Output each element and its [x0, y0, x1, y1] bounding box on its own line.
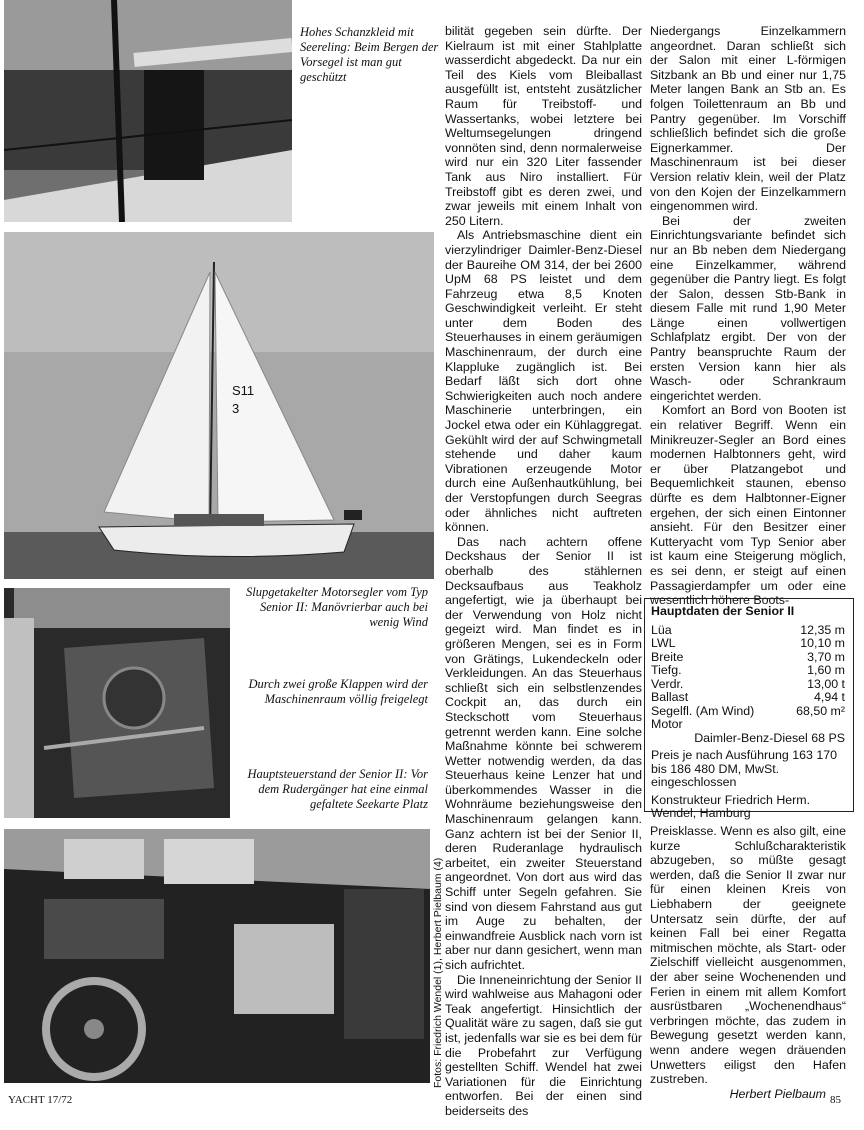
spec-row: Tiefg. 1,60 m: [651, 663, 845, 677]
photo-credit: Fotos: Friedrich Wendel (1), Herbert Pielbaum (4): [432, 857, 444, 1088]
spec-row: Breite 3,70 m: [651, 649, 845, 664]
spec-row: Verdr. 13,00 t: [651, 676, 845, 691]
spec-row: Segelfl. (Am Wind) 68,50 m²: [651, 703, 845, 718]
spec-row: Ballast 4,94 t: [651, 690, 845, 704]
specs-box: [644, 598, 854, 820]
paragraph: Preisklasse. Wenn es also gilt, eine kurze Schlußcharakteristik abzugeben, so müßte gesagt werden, daß die Senior II zwar nur für einen kleinen Kreis von Liebhabern der geeignete Untersatz sein dürfte, der auf keinen Fall bei einer Regatta mitmischen möchte, als Start- oder Zielschiff vielleicht ausgenommen, der aber seine Wochenenden und Ferien in einem mit allem Komfort ausrüstbaren „Wochenendhaus“ verbringen möchte, das zudem in Bewegung gesetzt werden kann, wenn andere wegen dräuenden Unwetters eiligst den Hafen zustreben.: [650, 824, 846, 1087]
article-column-3: [650, 24, 846, 608]
paragraph: Bei der zweiten Einrichtungsvariante befindet sich nur an Bb neben dem Niedergang eine Einzelkammer, während gegenüber die Pantry liegt. Es folgt der Salon, dessen Stb-Bank in diesem Falle mit rund 1,90 Meter Länge einen vollwertigen Schlafplatz ergibt. Der von der Pantry beanspruchte Raum der ersten Version kann hier als Wasch- oder Schrankraum eingerichtet werden.: [650, 213, 846, 403]
paragraph: Die Inneneinrichtung der Senior II wird wahlweise aus Mahagoni oder Teak angefertigt. Hinsichtlich der Qualität wäre zu sagen, daß sie gut ist, jedenfalls war sie es bei dem für die Probefahrt zur Verfügung gestellten Schiff. Wendel hat zwei Variationen für die Einrichtung entworfen. Bei der einen sind beiderseits des: [445, 972, 642, 1118]
caption-helm: Hauptsteuerstand der Senior II: Vor dem Rudergänger hat eine einmal gefaltete Seekarte Platz: [247, 767, 428, 811]
spec-motor-value: Daimler-Benz-Diesel 68 PS: [694, 730, 845, 745]
paragraph: Niedergangs Einzelkammern angeordnet. Daran schließt sich der Salon mit einer L-förmigen Sitzbank an Bb und einer nur 1,75 Meter langen Bank an Stb an. Es folgen Toilettenraum an Bb und Pantry gegenüber. Im Vorschiff schließlich befindet sich die große Eignerkammer. Der Maschinenraum ist bei dieser Version relativ klein, weil der Platz von den Kojen der Einzelkammern eingenommen wird.: [650, 24, 846, 214]
paragraph: Komfort an Bord von Booten ist ein relativer Begriff. Wenn ein Minikreuzer-Segler an Bord eines modernen Halbtonners geht, wird er über Platzangebot und Bequemlichkeit staunen, ebenso dürfte es dem Halbtonner-Eigner ergehen, der sich einen Eintonner ansieht. Für den Besitzer einer Kutteryacht vom Typ Senior aber ist kaum eine Steigerung möglich, es sei denn, er steigt auf einen Passagierdampfer um oder eine wesentlich höhere Boots-: [650, 403, 846, 608]
paragraph: Als Antriebsmaschine dient ein vierzylindriger Daimler-Benz-Diesel der Baureihe OM 314, der bei 2600 UpM 68 PS leistet und dem Fahrzeug etwa 8,5 Knoten Geschwindigkeit verleiht. Er steht unter dem Boden des Steuerhauses in einem geräumigen Maschinenraum, der durch eine Klappluke zugänglich ist. Bei Bedarf läßt sich dort ohne Schwierigkeiten auch noch andere Maschinerie unterbringen, ein Jockel etwa oder ein Kühlaggregat. Gekühlt wird der auf Schwingmetall stehende und daher kaum Vibrationen erzeugende Motor durch eine Außenhautkühlung, bei der Verstopfungen durch Seegras oder ähnliches nicht auftreten können.: [445, 228, 642, 535]
specs-title: Hauptdaten der Senior II: [651, 604, 795, 618]
spec-motor-label: Motor: [651, 717, 683, 731]
photo-sailing-yacht: [4, 232, 434, 579]
photo-bow-rail: [4, 0, 292, 222]
author: Herbert Pielbaum: [729, 1086, 826, 1101]
caption-yacht: Slupgetakelter Motorsegler vom Typ Senior II: Manövrierbar auch bei wenig Wind: [245, 585, 428, 629]
caption-bow-rail: Hohes Schanzkleid mit Seereling: Beim Bergen der Vorsegel ist man gut geschützt: [300, 25, 439, 84]
article-column-3-bottom: [650, 824, 846, 1101]
sail-number: S11 3: [232, 383, 255, 416]
spec-row: Lüa 12,35 m: [651, 622, 845, 637]
paragraph: bilität gegeben sein dürfte. Der Kielraum ist mit einer Stahlplatte wasserdicht abgedeckt. Da nur ein Teil des Kiels vom Bleiballast ausgefüllt ist, entsteht zusätzlicher Raum für Treibstoff- und Wassertanks, wobei letztere bei Weltumsegelungen dringend vonnöten sind, denn normalerweise wird nur ein 320 Liter fassender Tank aus Niro installiert. Für Treibstoff gibt es deren zwei, und zwar jeweils mit einem Inhalt von 250 Litern.: [445, 24, 642, 228]
article-column-2: [445, 24, 642, 1119]
page-number: 85: [830, 1094, 841, 1106]
spec-price: Preis je nach Ausführung 163 170 bis 186 480 DM, MwSt. eingeschlossen: [651, 748, 837, 789]
photo-helm-station: [4, 829, 430, 1083]
footer-left: YACHT 17/72: [8, 1094, 73, 1106]
spec-row: LWL 10,10 m: [651, 636, 845, 650]
spec-designer: Konstrukteur Friedrich Herm. Wendel, Hamburg: [651, 792, 811, 820]
caption-engine: Durch zwei große Klappen wird der Maschinenraum völlig freigelegt: [248, 677, 428, 706]
paragraph: Das nach achtern offene Deckshaus der Senior II ist oberhalb des stählernen Decksaufbaus aus Teakholz angefertigt, wie ja überhaupt bei der Verwendung von Holz nicht gegeizt wird. Man findet es in größeren Mengen, sei es in Form von Grätings, Lukendeckeln oder Verkleidungen. An das Steuerhaus schließt sich ein selbstlenzendes Cockpit an, das durch ein Steckschott vom Steuerhaus getrennt werden kann. Eine solche Maßnahme könnte bei schwerem Wetter notwendig werden, da das Steuerhaus keine Lenzer hat und überkommendes Wasser in die Wohnräume beziehungsweise den Maschinenraum gelangen kann. Ganz achtern ist bei der Senior II, deren Ruderanlage hydraulisch arbeitet, ein zweiter Steuerstand angeordnet. Von dort aus wird das Schiff unter Segeln gefahren. Sie sind von diesem Fahrstand aus gut im Auge zu behalten, der einwandfreie Ausblick nach vorn ist aber nur dann gesichert, wenn man sich aufrichtet.: [445, 534, 642, 972]
photo-engine-room: [4, 588, 230, 818]
